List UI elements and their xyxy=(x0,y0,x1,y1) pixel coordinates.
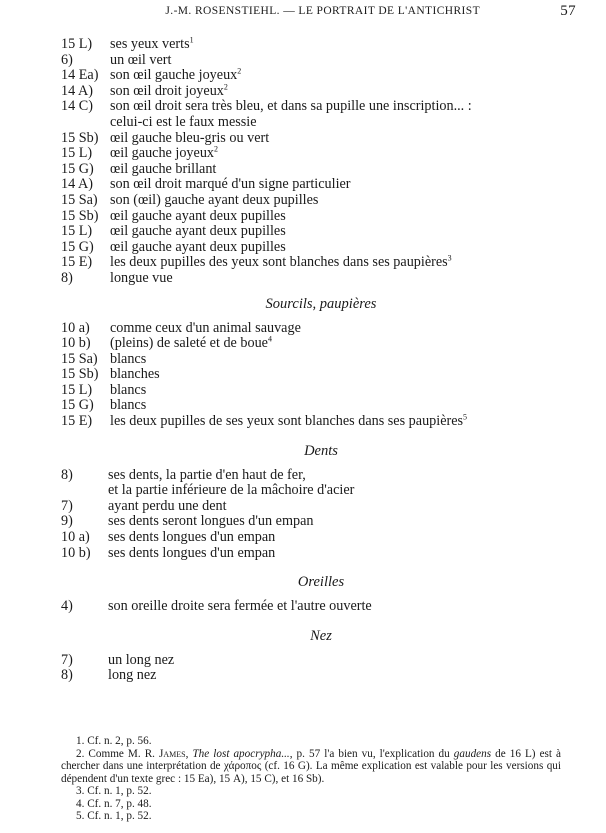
entry-text: (pleins) de saleté et de boue$^4$ xyxy=(110,334,272,352)
entry-ref: 14 C) xyxy=(61,98,93,115)
entry-row xyxy=(61,321,581,337)
footnote-3: 3. Cf. n. 1, p. 52. xyxy=(76,785,152,797)
entry-row xyxy=(61,68,581,84)
entry-text: œil gauche brillant xyxy=(110,160,217,177)
footnotes xyxy=(61,735,561,823)
section-nose xyxy=(61,653,581,684)
entry-ref: 14 A) xyxy=(61,82,93,99)
entry-row xyxy=(61,177,581,193)
entry-row xyxy=(61,99,581,115)
entry-continuation: et la partie inférieure de la mâchoire d'acier xyxy=(108,482,355,499)
footnote-marker: 2 xyxy=(214,144,219,154)
entry-ref: 15 E) xyxy=(61,413,93,430)
entry-text: les deux pupilles des yeux sont blanches dans ses paupières$^3$ xyxy=(110,253,452,271)
entry-ref: 8) xyxy=(61,269,73,286)
entry-ref: 10 b) xyxy=(61,544,91,561)
heading-nose: Nez xyxy=(310,627,332,644)
entry-text: ses dents seront longues d'un empan xyxy=(108,513,314,530)
entry-ref: 14 Ea) xyxy=(61,67,99,84)
entry-text: ses dents longues d'un empan xyxy=(108,529,276,546)
entry-ref: 15 Sa) xyxy=(61,191,98,208)
entry-row xyxy=(61,398,581,414)
entry-text: comme ceux d'un animal sauvage xyxy=(110,319,301,336)
entry-row xyxy=(61,653,581,669)
entry-ref: 15 L) xyxy=(61,381,93,398)
entry-text: longue vue xyxy=(110,269,173,286)
footnote-4: 4. Cf. n. 7, p. 48. xyxy=(76,797,152,810)
entry-text: blancs xyxy=(110,397,147,414)
entry-row xyxy=(61,546,581,562)
entry-ref: 9) xyxy=(61,513,73,530)
entry-text: son oreille droite sera fermée et l'autre ouverte xyxy=(108,598,372,615)
entry-row xyxy=(61,668,581,684)
entry-row xyxy=(61,193,581,209)
section-teeth xyxy=(61,468,581,562)
entry-text: ses yeux verts$^1$ xyxy=(110,35,194,52)
entry-ref: 10 a) xyxy=(61,529,90,546)
footnote-marker: 2 xyxy=(237,66,242,76)
entry-text: long nez xyxy=(108,667,157,684)
entry-ref: 15 Sa) xyxy=(61,350,98,367)
entry-row xyxy=(61,37,581,53)
entry-ref: 7) xyxy=(61,651,73,668)
footnote-1: 1. Cf. n. 2, p. 56. xyxy=(76,735,152,747)
page-number: 57 xyxy=(560,3,576,19)
entry-row xyxy=(61,53,581,69)
entry-row xyxy=(61,499,581,515)
entry-row xyxy=(61,367,581,383)
entry-ref: 15 G) xyxy=(61,397,94,414)
section-eyes xyxy=(61,37,581,287)
entry-row xyxy=(61,514,581,530)
footnote-marker: 2 xyxy=(223,82,228,92)
entry-ref: 15 Sb) xyxy=(61,366,99,383)
entry-ref: 8) xyxy=(61,667,73,684)
entry-row xyxy=(61,84,581,100)
entry-ref: 10 b) xyxy=(61,335,91,352)
entry-text: son œil gauche joyeux$^2$ xyxy=(110,66,242,84)
entry-text: ses dents longues d'un empan xyxy=(108,544,276,561)
entry-ref: 15 E) xyxy=(61,254,93,271)
entry-text: ses dents, la partie d'en haut de fer, xyxy=(108,466,306,483)
entry-ref: 15 L) xyxy=(61,223,93,240)
entry-text: son (œil) gauche ayant deux pupilles xyxy=(110,191,319,208)
entry-continuation: celui-ci est le faux messie xyxy=(110,113,257,130)
footnote-5: 5. Cf. n. 1, p. 52. xyxy=(76,810,152,822)
footnote-marker: 5 xyxy=(463,412,468,422)
entry-ref: 6) xyxy=(61,51,73,68)
footnote-2: 2. Comme M. R. James, The lost apocrypha..., p. 57 l'a bien vu, l'explication du gaudens de 16 L) est à chercher dans une interprétation de χάροπος (cf. 16 G). La même explication est valable pour les versions qui dépendent d'un texte grec : 15 Ea), 15 A), 15 C), et 16 Sb). xyxy=(61,747,562,785)
entry-row xyxy=(61,255,581,271)
entry-row xyxy=(61,352,581,368)
entry-ref: 15 L) xyxy=(61,36,93,52)
heading-ears: Oreilles xyxy=(297,574,345,591)
text-body xyxy=(61,37,581,684)
entry-text: ayant perdu une dent xyxy=(108,497,227,514)
entry-ref: 15 G) xyxy=(61,238,94,255)
entry-text: œil gauche ayant deux pupilles xyxy=(110,207,286,224)
entry-text: œil gauche joyeux$^2$ xyxy=(110,144,219,162)
entry-row xyxy=(61,599,581,615)
entry-row xyxy=(61,530,581,546)
entry-text: œil gauche ayant deux pupilles xyxy=(110,238,286,255)
entry-ref: 14 A) xyxy=(61,176,93,193)
entry-ref: 15 Sb) xyxy=(61,129,99,146)
section-ears xyxy=(61,599,581,615)
heading-brows: Sourcils, paupières xyxy=(265,295,377,312)
entry-row xyxy=(61,162,581,178)
entry-row xyxy=(61,131,581,147)
entry-text: son œil droit sera très bleu, et dans sa pupille une inscription... : xyxy=(110,98,472,115)
entry-row xyxy=(61,240,581,256)
running-title: J.-M. ROSENSTIEHL. — LE PORTRAIT DE L'ANTICHRIST xyxy=(165,5,480,17)
entry-ref: 4) xyxy=(61,598,73,615)
entry-row xyxy=(61,336,581,352)
entry-row xyxy=(61,468,581,484)
entry-text: un œil vert xyxy=(110,51,172,68)
entry-text: blanches xyxy=(110,366,160,383)
footnote-marker: 3 xyxy=(447,253,452,263)
entry-ref: 15 L) xyxy=(61,145,93,162)
entry-row xyxy=(61,224,581,240)
entry-row xyxy=(61,414,581,430)
entry-text: son œil droit marqué d'un signe particulier xyxy=(110,176,351,193)
entry-text: œil gauche ayant deux pupilles xyxy=(110,223,286,240)
entry-ref: 10 a) xyxy=(61,319,90,336)
heading-teeth: Dents xyxy=(304,442,338,459)
entry-ref: 7) xyxy=(61,497,73,514)
entry-row xyxy=(61,383,581,399)
entry-text: un long nez xyxy=(108,651,175,668)
section-brows xyxy=(61,321,581,430)
entry-ref: 15 G) xyxy=(61,160,94,177)
entry-ref: 15 Sb) xyxy=(61,207,99,224)
entry-row xyxy=(61,146,581,162)
entry-ref: 8) xyxy=(61,466,73,483)
entry-text: œil gauche bleu-gris ou vert xyxy=(110,129,270,146)
entry-row xyxy=(61,209,581,225)
entry-text: blancs xyxy=(110,381,147,398)
entry-text: blancs xyxy=(110,350,147,367)
entry-text: les deux pupilles de ses yeux sont blanches dans ses paupières$^5$ xyxy=(110,412,468,430)
footnote-marker: 4 xyxy=(267,334,272,344)
entry-row xyxy=(61,271,581,287)
entry-text: son œil droit joyeux$^2$ xyxy=(110,82,228,99)
footnote-marker: 1 xyxy=(189,35,194,45)
